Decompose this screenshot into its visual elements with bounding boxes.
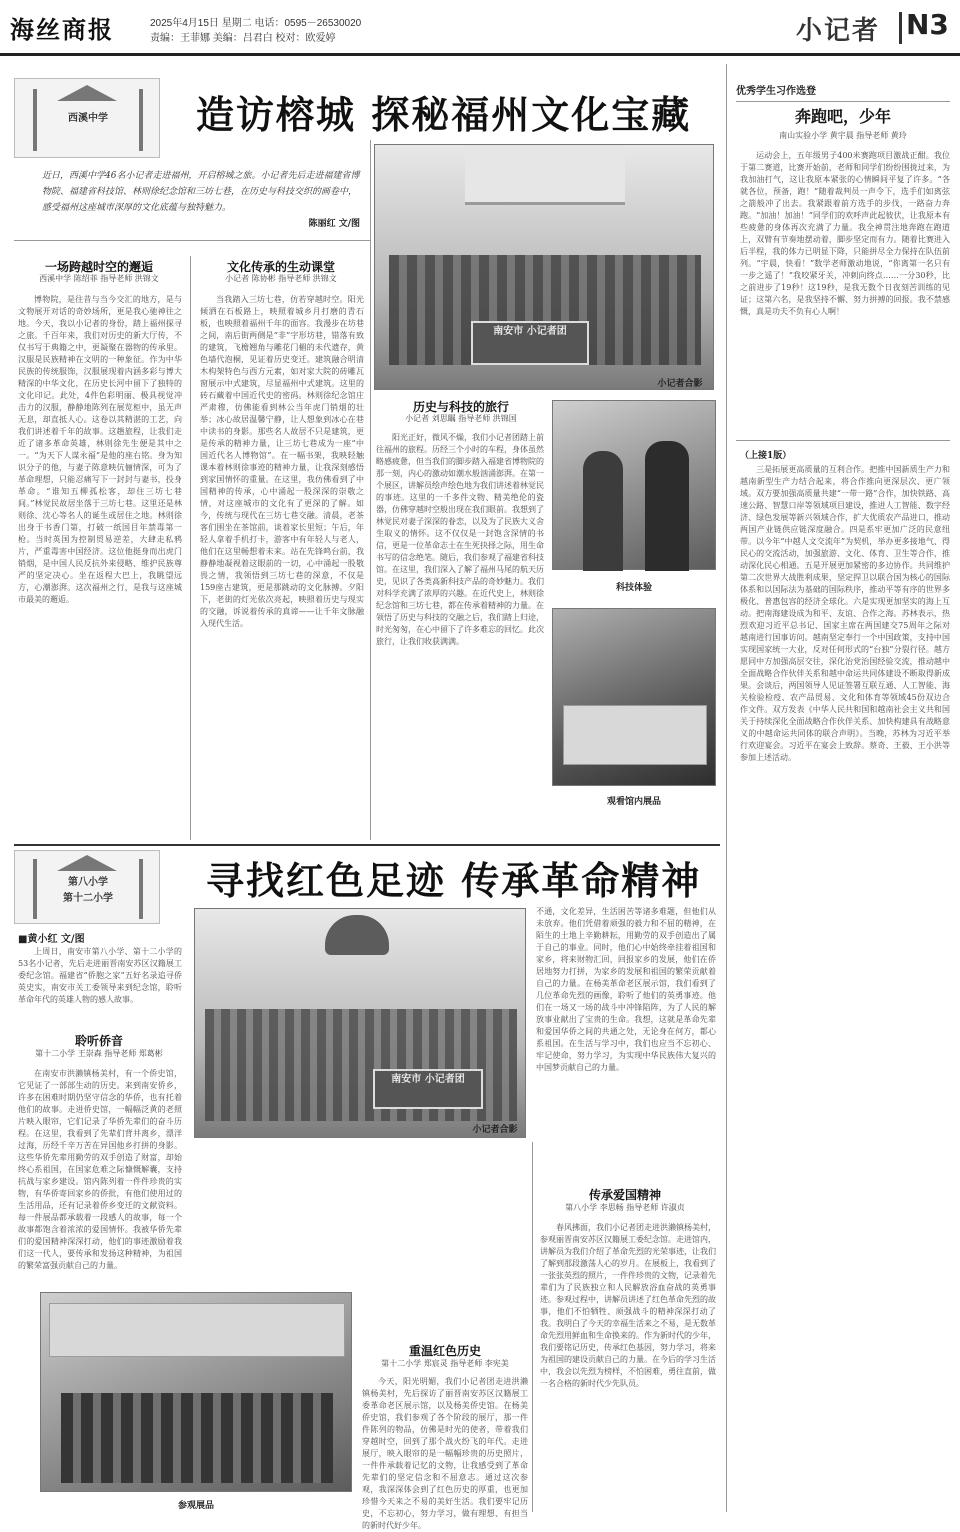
article-title: 一场跨越时空的邂逅 bbox=[44, 260, 153, 274]
group-flag: 南安市 小记者团 bbox=[471, 321, 589, 365]
date-line: 2025年4月15日 星期二 电话：0595－26530020 bbox=[150, 18, 362, 29]
editor-line: 责编：王菲娜 美编：吕君白 校对：欧爱婷 bbox=[150, 33, 336, 44]
photo-caption: 小记者合影 bbox=[657, 379, 703, 389]
exhibit-board bbox=[49, 1303, 345, 1357]
article-body: 博物院，是往昔与当今交汇的地方，是与文物展开对话的奇妙场所，更是我心驰神往之地。今天，我以小记者的身份，踏上福州探寻之旅。千百年来，我们对历史的新大厅传，不仅书写于典籍之中，更凝聚在器物的传承里。汉服是民族精神在文明的一种象征。作为中华民族的传统服饰，汉服展现着内涵多彩与博大精深的中华文化，在历史长河中留下了独特的文化印记。此处，4件色彩明丽、极具视觉冲击力的汉服，静静地陈列在展览柜中，虽无声无息，却直抵人心。这卷以其精湛的工艺，向我们讲述着千年的故事。这趟旅程，让我们走近了诸多革命英雄，林则徐先生便是其中之一。“为天下人谋永福”是他的座右铭。身为知识分子的他，与妻子陈意映伉俪情深，可为了革命理想，只能忍痛写下一封封与妻书，投身革命。“谁知五柳孤松客，却住三坊七巷间。”林觉民故居坐落于三坊七巷。这里还是林则徐、沈心等名人的诞生或居住之地。林则徐出身于书香门第，打破一纸国目年禁毒第一枪。当时英国为控制贸易逆差，大肆走私鸦片，严重毒害中国经济。这位他挺身而出虎门销烟，是中国人民反抗外来侵略、维护民族尊严的坚定决心。坐在返程大巴上，我眺望远方，心潮澎湃。这次福州之行，是我与这座城市最美的邂逅。 bbox=[18, 295, 182, 604]
banner-post-icon bbox=[139, 89, 143, 151]
banner-post-icon bbox=[139, 859, 143, 919]
right-column-divider bbox=[736, 440, 950, 441]
school-name: 第十二小学 bbox=[63, 893, 113, 904]
column-tag: 优秀学生习作选登 bbox=[736, 82, 950, 102]
school-banner bbox=[14, 850, 160, 924]
section-name: 小记者 bbox=[796, 16, 881, 46]
photo-caption: 小记者合影 bbox=[472, 1125, 518, 1135]
article-byline: 第十二小学 郑宸灵 指导老师 李宪美 bbox=[381, 1359, 509, 1368]
exhibit-photo bbox=[40, 1292, 352, 1492]
column-rule bbox=[370, 140, 371, 840]
article-body: 今天，阳光明媚，我们小记者团走进洪濑镇杨美村，先后探访了丽晋南安苏区汉籍展工委革命老区展示馆，以及杨美侨史馆。在杨美侨史馆，我们参观了各个阶段的展厅，那一件件陈列的物品，仿佛是时光的使者，带着我们穿越时空，回到了那个战火纷飞的年代。走进展厅，映入眼帘的是一幅幅珍贵的历史照片，一件件承载着记忆的文物，让我感受到了革命先辈们的坚定信念和不屈意志。通过这次参观，我深深体会到了红色历史的厚重，也更加珍惜今天来之不易的美好生活。我们要牢记历史，不忘初心，努力学习，做有理想、有担当的新时代好少年。 bbox=[362, 1377, 528, 1530]
bottom-headline: 寻找红色足迹 传承革命精神 bbox=[206, 859, 702, 903]
students-figure bbox=[645, 441, 689, 571]
right-column-rule bbox=[726, 64, 727, 1512]
article-title: 聆听侨音 bbox=[74, 1034, 123, 1048]
bottom-author: ■黄小红 文/图 bbox=[18, 934, 85, 945]
article-title: 重温红色历史 bbox=[408, 1344, 481, 1358]
bottom-lead: 上周日，南安市第八小学、第十二小学的53名小记者，先后走进丽晋南安苏区汉籍展工委纪念馆。福建省“侨胞之家”五好名录追寻侨英史实，南安市关工委领导来到纪念馆，聆听革命年代的英雄人物的感人故事。 bbox=[18, 947, 182, 1004]
masthead-divider bbox=[899, 12, 902, 44]
banner-post-icon bbox=[33, 89, 37, 151]
banner-post-icon bbox=[33, 859, 37, 919]
essay-byline: 南山实验小学 黄宇晨 指导老师 黄玲 bbox=[779, 131, 907, 140]
school-name: 西溪中学 bbox=[68, 113, 108, 124]
article-byline: 第十二小学 王崇森 指导老师 郑葛彬 bbox=[35, 1049, 163, 1058]
news-body: 三是拓展更高质量的互利合作。把推中国新质生产力和越南新型生产力结合起来，将合作推向更深层次、更广领域。双方要加强高质量共建“一带一路”合作，加快铁路、高速公路、智慧口岸等领域项目建设，推进人工智能、数字经济、绿色发展等新兴领域合作，扩大优质农产品进口，推动两国产业链供应链深度融合。四是系牢更加广泛的民意纽带。以今年“中越人文交流年”为契机，举办更多接地气、得民心的交流活动，加强旅游、文化、体育、卫生等合作，推动深化民心相通。五是开展更加紧密的多边协作。共同维护第二次世界大战胜利成果，坚定捍卫以联合国为核心的国际体系和以国际法为基础的国际秩序，推动平等有序的世界多极化、普惠包容的经济全球化。六是实现更加坚实的海上互动。把南海建设成为和平、友谊、合作之海。苏林表示，热烈欢迎习近平总书记、国家主席在两国建交75周年之际对越南进行国事访问。越南坚定奉行一个中国政策，支持中国实现国家统一大业，反对任何形式的“台独”分裂行径。越方愿同中方加强高层交往，深化治党治国经验交流，推动越中全面战略合作伙伴关系和越中命运共同体建设不断取得新成果。会谈后，两国领导人见证签署互联互通、人工智能、海关检验检疫、农产品贸易、文化和体育等领域45份双边合作文件。双方发表《中华人民共和国和越南社会主义共和国关于持续深化全面战略合作伙伴关系、加快构建具有战略意义的中越命运共同体的联合声明》。当晚，苏林为习近平举行欢迎宴会。习近平在宴会上致辞。蔡奇、王毅、王小洪等参加上述活动。 bbox=[740, 465, 950, 762]
article-body: 阳光正好，微风不燥，我们小记者团踏上前往福州的旅程。历经三个小时的车程，身体虽然略感疲惫，但当我们的脚步踏入福建省博物院的那一刻，内心的激动如潮水般汹涌澎湃。在第一个展区，讲解员绘声绘色地为我们讲述着林觉民的事迹。这里的一千多件文物、精美绝伦的瓷器，仿佛穿越时空般出现在我们眼前。我想到了林觉民对妻子深深的眷恋，以及为了民族大义舍生取义的情怀。这不仅仅是一封饱含深情的书信，更是一位革命志士在生死抉择之际，用生命书写的信念绝笔。随后，我们参观了福建省科技馆。在这里，我们深入了解了福州马尾的航天历史，见识了各类高新科技产品的奇妙魅力。我们对科学充满了浓厚的兴趣。在近代史上，林则徐纪念馆和三坊七巷，都在传承着精神的力量。在领悟了历史与科技的交融之后，我们踏上归途，时光匆匆，在心中留下了许多难忘的回忆。此次旅行，让我们收获满满。 bbox=[376, 433, 544, 646]
article-body: 春风拂面，我们小记者团走进洪濑镇杨美村，参观丽晋南安苏区汉籍展工委纪念馆。走进馆内，讲解员为我们介绍了革命先烈的光荣事迹，让我们了解到那段激荡人心的岁月。在展板上，我看到了一张张英烈的照片，一件件珍贵的文物，记录着先辈们为了民族独立和人民解放浴血奋战的英勇事迹。参观过程中，讲解员讲述了红色革命先烈的故事，他们不怕牺牲、顽强战斗的精神深深打动了我。我明白了今天的幸福生活来之不易，是无数革命先烈用鲜血和生命换来的。作为新时代的少年，我们要铭记历史，传承红色基因，努力学习，将来为祖国的建设贡献自己的力量。在今后的学习生活中，我会以先烈为榜样，不怕困难，勇往直前，做一名合格的新时代少先队员。 bbox=[540, 1223, 716, 1388]
article-body: 在南安市洪濑镇杨美村，有一个侨史馆，它见证了一部部生动的历史。来到南安侨乡，许多在困难时期仍坚守信念的华侨，也有托着他们的故事。走进侨史馆，一幅幅泛黄的老照片映入眼帘，它们记录了华侨先辈们的奋斗历程。在这里，我看到了先辈们背井离乡，漂洋过海，历经千辛万苦在异国他乡打拼的身影。这些华侨先辈用勤劳的双手创造了财富，却始终心系祖国，在国家危难之际慷慨解囊，支持抗战与家乡建设。馆内陈列着一件件珍贵的实物，有华侨寄回家乡的侨批，有他们使用过的生活用品，还有记录着侨乡变迁的文献资料。每一件展品都承载着一段感人的故事，每一个故事都饱含着浓浓的爱国情怀。我被华侨先辈们的爱国精神深深打动，他们的事迹激励着我们这一代人，要传承和发扬这种精神，为祖国的繁荣富强贡献自己的力量。 bbox=[18, 1069, 182, 1270]
photo-caption: 观看馆内展品 bbox=[606, 797, 661, 807]
article-byline: 小记者 刘思瞩 指导老师 洪锦国 bbox=[405, 414, 517, 423]
masthead bbox=[0, 0, 960, 56]
article-body-continued: 不通，文化差异，生活困苦等诸多难题，但他们从未放弃。他们凭借着顽强的毅力和不屈的精神，在陌生的土地上辛勤耕耘，用勤劳的双手创造出了属于自己的事业。同时，他们心中始终牵挂着祖国和家乡，将来财物汇回，回报家乡的发展，他们在侨居地努力打拼，为家乡的发展和祖国的繁荣贡献着自己的力量。在杨美革命老区展示馆，我们看到了几位革命先烈的画像，聆听了他们的英勇事迹。他们在一场又一场的战斗中冲锋陷阵，为了人民的解放事业献出了宝贵的生命。我想，这就是革命先辈和爱国华侨之间的共通之处，无论身在何方，都心系祖国。在生活与学习中，我们也应当不忘初心、牢记使命，努力学习，为实现中华民族伟大复兴的中国梦贡献自己的力量。 bbox=[536, 907, 716, 1072]
party-emblem bbox=[325, 915, 389, 955]
science-photo bbox=[552, 400, 716, 570]
essay-title: 奔跑吧，少年 bbox=[794, 107, 891, 126]
photo-caption: 科技体验 bbox=[615, 583, 652, 593]
feature-separator bbox=[14, 844, 720, 846]
column-rule bbox=[190, 256, 191, 840]
group-flag: 南安市 小记者团 bbox=[373, 1069, 483, 1109]
essay-body: 运动会上，五年级男子400米赛跑项目激战正酣。我位于第二赛道，比赛开始前，老师和同学们纷纷围拢过来，为我加油打气，这让我原本紧张的心情瞬间平复了许多。“各就各位，预备，跑！”随着裁判员一声令下，选手们如离弦之箭般冲了出去。我紧跟着前方选手的步伐，一路奋力奔跑。“加油！加油！”同学们的欢呼声此起彼伏，让我原本有些疲惫的身体再次充满了力量。我全神贯注地奔跑在跑道上，双臂有节奏地摆动着，脚步坚定而有力。随着比赛进入后半程，我的体力已明显下降，只能拼尽全力保持在队伍前列。“宇晨，快看！”数学老师激动地说，“你离第一名只有一步之遥了！”我咬紧牙关，冲刺向终点……一分30秒，比之前进步了19秒！这19秒，是我无数个日夜刻苦训练的见证；这第六名，是我坚持不懈、努力拼搏的回报。我不禁感慨，真是功夫不负有心人啊！ bbox=[740, 151, 950, 316]
display-case bbox=[563, 705, 707, 765]
article-body: 当我踏入三坊七巷，仿若穿越时空。阳光倾洒在石板路上，映照着城乡月打磨的青石板，也映照着福州千年的面容。我漫步在坊巷之间，南后街两侧是“非”字形坊巷，错落有致的建筑，飞檐翘角与雕花门楣的未代遗存，黄色墙代泡桐，见证着历史变迁。建筑融合明清木构架特色与西方元素，如对家大院的砖雕瓦窗展示中式建筑，尽显福州中式建筑。这里的砖石藏着中国近代史的密码。林则徐纪念馆庄严肃穆，仿佛能看到林公当年虎门销烟的壮举；冰心故居温馨宁静，让人想象到冰心在巷中读书的身影。那些名人故居不只是建筑，更是传承的精神力量，让三坊七巷成为一座“中国近代名人博物馆”。在一幅书架，我映轻触课本着林则徐事迹的精神力量，让我深刻感悟到家国情怀的重量。在这里，我仿佛看到了中国精神的传承，心中涌起一股深深的崇敬之情，对这座城市的文化有了更深的了解。如今，传统与现代在三坊七巷交融。清晨，老茶客们围坐在茶馆前，谈着家长里短；午后，年轻人拿着手机打卡，游客中有年轻人与老人，他们在这里畅想着未来。站在先锋鸣台前，我静静地凝视着这眼前的一切，心中涌起一股敬畏之情，我领悟到三坊七巷的深意，不仅是159座古建筑，更是那跳动的文化脉搏。夕阳下，老街的灯光依次亮起，映照着历史与现实的交融，诉说着传承的真谛——让千年文脉融入现代生活。 bbox=[200, 295, 364, 628]
intro-rule bbox=[14, 240, 370, 241]
newspaper-logo: 海丝商报 bbox=[10, 15, 114, 44]
page-number: N3 bbox=[906, 8, 949, 41]
school-banner bbox=[14, 78, 160, 158]
red-group-photo bbox=[194, 908, 526, 1138]
photo-caption: 参观展品 bbox=[177, 1501, 214, 1511]
museum-photo bbox=[552, 608, 716, 786]
museum-building bbox=[465, 145, 625, 205]
school-name: 第八小学 bbox=[68, 877, 108, 888]
crowd bbox=[61, 1393, 333, 1483]
banner-roof-icon bbox=[57, 855, 117, 871]
continued-tag: （上接1版） bbox=[740, 451, 792, 461]
students-figure bbox=[583, 451, 623, 571]
article-title: 历史与科技的旅行 bbox=[412, 400, 509, 414]
article-title: 文化传承的生动课堂 bbox=[226, 260, 335, 274]
top-intro: 近日，西溪中学46名小记者走进福州，开启榕城之旅。小记者先后走进福建省博物院、福建省科技馆、林则徐纪念馆和三坊七巷，在历史与科技交织的画卷中，感受福州这座城市深厚的文化底蕴与独特魅力。 bbox=[42, 171, 360, 213]
group-photo bbox=[374, 144, 714, 390]
column-rule bbox=[532, 1142, 533, 1512]
article-byline: 西溪中学 陈绍菲 指导老师 洪锦文 bbox=[39, 274, 159, 283]
top-headline: 造访榕城 探秘福州文化宝藏 bbox=[196, 93, 692, 137]
article-byline: 第八小学 李思畅 指导老师 许淑贞 bbox=[565, 1203, 685, 1212]
article-title: 传承爱国精神 bbox=[588, 1188, 661, 1202]
banner-roof-icon bbox=[57, 85, 117, 101]
top-intro-byline: 陈丽红 文/图 bbox=[308, 219, 360, 229]
article-byline: 小记者 陈协彬 指导老师 洪锦文 bbox=[225, 274, 337, 283]
